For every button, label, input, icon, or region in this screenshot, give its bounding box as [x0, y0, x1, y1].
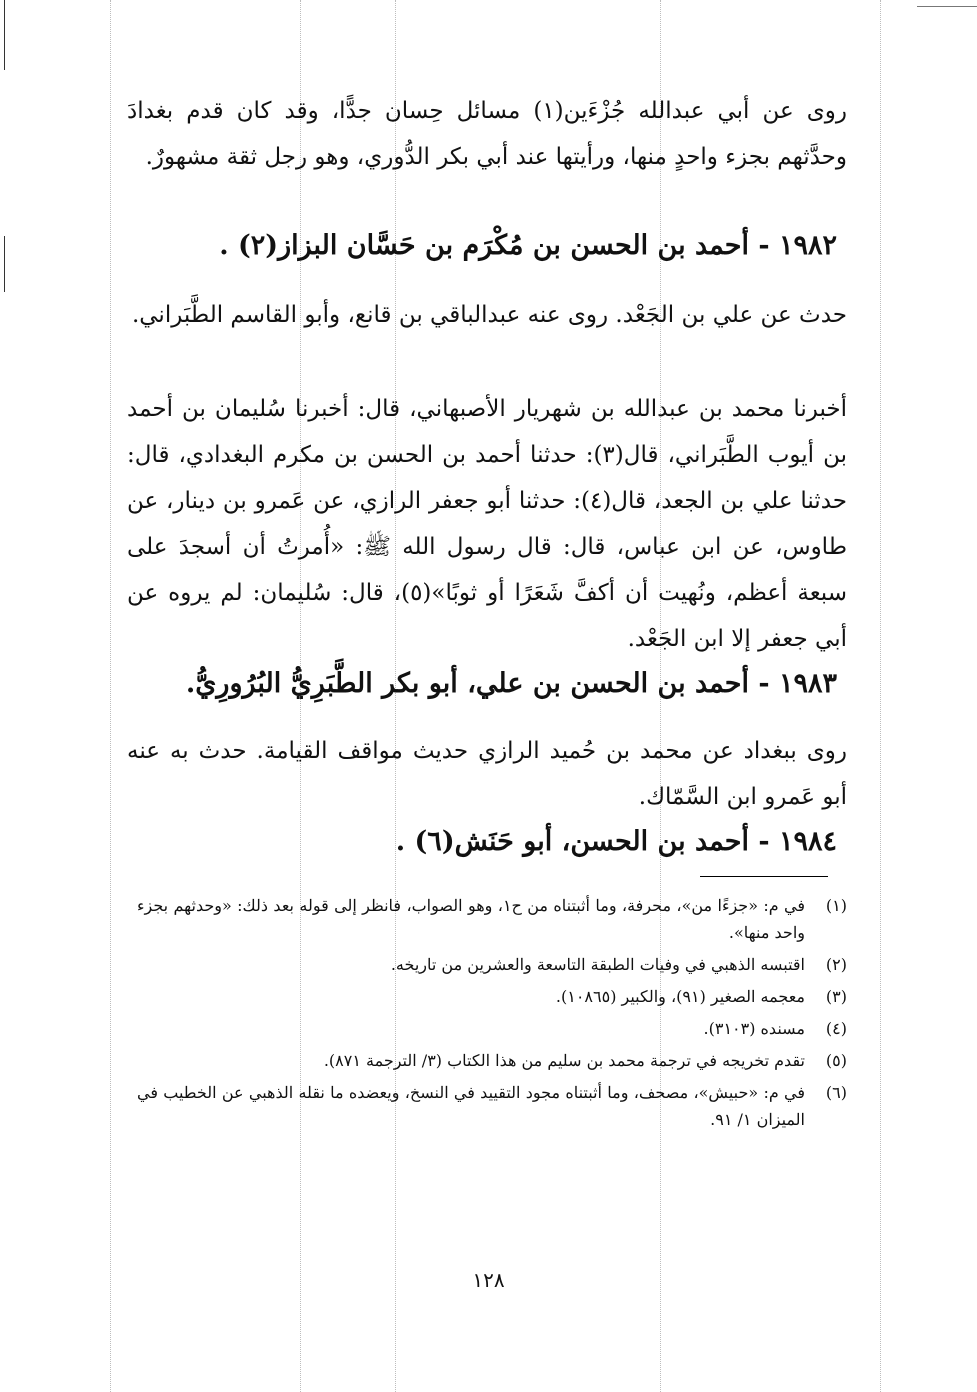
footnote-number: (٤): [825, 1019, 847, 1038]
scan-top-line: [917, 6, 977, 7]
footnote-text: في م: «حبيش»، مصحف، وما أثبتناه مجود التقييد في النسخ، ويعضده ما نقله الذهبي عن الخطيب في الميزان ١/ ٩١.: [137, 1083, 805, 1129]
footnote-item: [137, 951, 847, 978]
footnote-text: معجمه الصغير (٩١)، والكبير (١٠٨٦٥).: [555, 987, 805, 1006]
footnote-number: (٦): [825, 1083, 847, 1102]
paragraph-2: حدث عن علي بن الجَعْد. روى عنه عبدالباقي بن قانع، وأبو القاسم الطَّبَراني.: [131, 302, 847, 328]
footnote-text: في م: «جزءًا من»، محرفة، وما أثبتناه من ح١، وهو الصواب، فانظر إلى قوله بعد ذلك: «وحدثهم بجزء واحد منها».: [137, 896, 806, 942]
footnote-text: تقدم تخريجه في ترجمة محمد بن سليم من هذا الكتاب (٣/ الترجمة ٨٧١).: [323, 1051, 805, 1070]
footnote-item: [137, 1015, 847, 1042]
footnote-text: مسنده (٣١٠٣).: [703, 1019, 805, 1038]
paragraph-1: روى عن أبي عبدالله جُزْءَين(١) مسائل حِسان جدًّا، وقد كان قدم بغدادَ وحدَّثهم بجزء واحدٍ منها، ورأيتها عند أبي بكر الدُّوري، وهو رجل ثقة مشهورٌ.: [127, 98, 847, 170]
footnote-item: [137, 892, 847, 946]
entry-title-1982: ١٩٨٢ - أحمد بن الحسن بن مُكْرَم بن حَسَّان البزاز(٢) .: [219, 230, 837, 261]
scan-dotted-guide: [110, 0, 111, 1392]
footnote-number: (١): [825, 896, 847, 915]
footnote-number: (٥): [825, 1051, 847, 1070]
footnotes: [137, 892, 847, 1138]
footnote-separator: [700, 876, 828, 877]
paragraph-3: أخبرنا محمد بن عبدالله بن شهريار الأصبهاني، قال: أخبرنا سُليمان بن أحمد بن أيوب الطَّبَراني، قال(٣): حدثنا أحمد بن الحسن بن مكرم البغدادي، قال: حدثنا علي بن الجعد، قال(٤): حدثنا أبو جعفر الرازي، عن عَمرو بن دينار، عن طاوس، عن ابن عباس، قال: قال رسول الله ﷺ: «أُمرتُ أن أسجدَ على سبعة أعظم، ونُهيت أن أكفَّ شَعَرًا أو ثوبًا»(٥)، قال: سُليمان: لم يروه عن أبي جعفر إلا ابن الجَعْد.: [127, 396, 847, 652]
entry-title-1984: ١٩٨٤ - أحمد بن الحسن، أبو حَنَش(٦) .: [395, 826, 837, 857]
footnote-item: [137, 983, 847, 1010]
page-number: ١٢٨: [472, 1268, 505, 1292]
footnote-number: (٢): [825, 955, 847, 974]
footnote-number: (٣): [825, 987, 847, 1006]
paragraph-4: روى ببغداد عن محمد بن حُميد الرازي حديث مواقف القيامة. حدث به عنه أبو عَمرو ابن السَّمّاك.: [127, 738, 847, 810]
scan-edge-line-mid: [4, 236, 5, 292]
scan-edge-line-top: [4, 0, 5, 70]
footnote-item: [137, 1047, 847, 1074]
footnote-text: اقتبسه الذهبي في وفيات الطبقة التاسعة والعشرين من تاريخه.: [390, 955, 805, 974]
entry-title-1983: ١٩٨٣ - أحمد بن الحسن بن علي، أبو بكر الطَّبَرِيُّ البُرُورِيُّ.: [185, 668, 837, 699]
scan-dotted-guide: [880, 0, 881, 1392]
footnote-item: [137, 1079, 847, 1133]
